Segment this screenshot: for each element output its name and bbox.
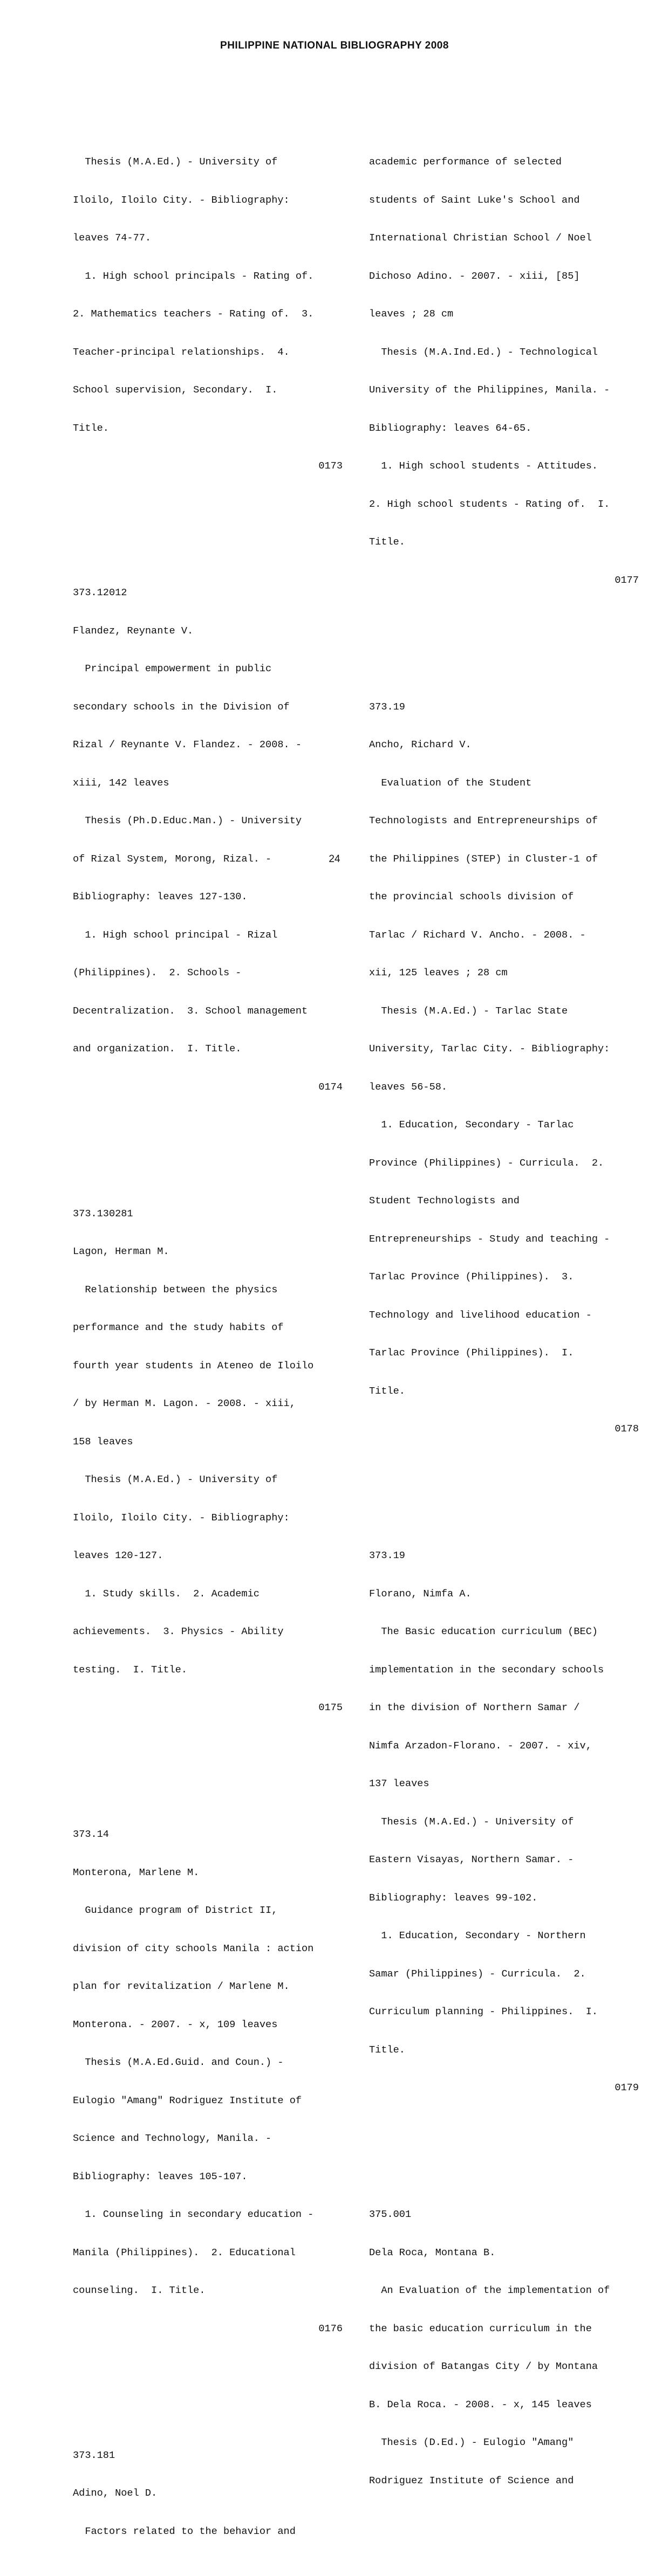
entry-line: leaves 74-77. bbox=[73, 232, 152, 244]
call-number: 373.14 bbox=[73, 1829, 109, 1840]
entry-line: the basic education curriculum in the bbox=[369, 2323, 592, 2334]
entry-line: performance and the study habits of bbox=[73, 1322, 284, 1333]
entry-line: Manila (Philippines). 2. Educational bbox=[73, 2247, 296, 2258]
bibliography-entry bbox=[73, 1803, 343, 2360]
entry-line: leaves 56-58. bbox=[369, 1081, 448, 1093]
call-number: 373.181 bbox=[73, 2449, 115, 2461]
entry-line: Thesis (M.A.Ind.Ed.) - Technological bbox=[369, 346, 598, 358]
entry-line: Tarlac / Richard V. Ancho. - 2008. - bbox=[369, 929, 586, 941]
entry-line: Evaluation of the Student bbox=[369, 777, 532, 789]
entry-line: plan for revitalization / Marlene M. bbox=[73, 1981, 290, 1992]
spacer bbox=[369, 637, 639, 650]
entry-line: of Rizal System, Morong, Rizal. - bbox=[73, 853, 272, 865]
bibliography-entry bbox=[369, 2183, 639, 2512]
entry-line: 1. Education, Secondary - Northern bbox=[369, 1930, 586, 1941]
entry-line: Province (Philippines) - Curricula. 2. bbox=[369, 1157, 604, 1169]
entry-line: Thesis (M.A.Ed.Guid. and Coun.) - bbox=[73, 2057, 284, 2068]
page-number: 24 bbox=[329, 853, 340, 865]
bibliography-entry bbox=[369, 676, 639, 1461]
entry-line: Thesis (M.A.Ed.) - University of bbox=[73, 1474, 278, 1485]
entry-line: leaves ; 28 cm bbox=[369, 308, 454, 320]
entry-line: implementation in the secondary schools bbox=[369, 1664, 604, 1676]
entry-number: 0178 bbox=[615, 1423, 639, 1435]
author: Monterona, Marlene M. bbox=[73, 1866, 200, 1878]
spacer bbox=[73, 1765, 343, 1778]
entry-line: Thesis (Ph.D.Educ.Man.) - University bbox=[73, 815, 302, 826]
entry-line: Student Technologists and bbox=[369, 1195, 520, 1207]
author: Adino, Noel D. bbox=[73, 2488, 158, 2499]
entry-line: Rodriguez Institute of Science and bbox=[369, 2475, 574, 2487]
entry-line: 2. Mathematics teachers - Rating of. 3. bbox=[73, 308, 314, 320]
entry-line: B. Dela Roca. - 2008. - x, 145 leaves bbox=[369, 2399, 592, 2410]
entry-line: 1. Education, Secondary - Tarlac bbox=[369, 1119, 574, 1131]
entry-line: Guidance program of District II, bbox=[73, 1905, 278, 1916]
entry-line: Tarlac Province (Philippines). I. bbox=[369, 1347, 574, 1359]
entry-line: and organization. I. Title. bbox=[73, 1043, 242, 1055]
entry-line: 1. High school students - Attitudes. bbox=[369, 460, 598, 472]
author: Flandez, Reynante V. bbox=[73, 625, 194, 637]
bibliography-entry bbox=[369, 1524, 639, 2120]
entry-line: University of the Philippines, Manila. - bbox=[369, 384, 610, 396]
entry-line: Science and Technology, Manila. - bbox=[73, 2133, 272, 2144]
right-column bbox=[369, 105, 639, 2525]
entry-line: 1. High school principal - Rizal bbox=[73, 929, 278, 941]
entry-number: 0173 bbox=[318, 460, 343, 472]
entry-line: testing. I. Title. bbox=[73, 1664, 188, 1676]
entry-line: Bibliography: leaves 99-102. bbox=[369, 1892, 538, 1904]
entry-line: Entrepreneurships - Study and teaching - bbox=[369, 1233, 610, 1245]
entry-line: Tarlac Province (Philippines). 3. bbox=[369, 1271, 574, 1283]
entry-line: Decentralization. 3. School management bbox=[73, 1005, 308, 1017]
entry-line: Title. bbox=[369, 2044, 405, 2056]
entry-line: Nimfa Arzadon-Florano. - 2007. - xiv, bbox=[369, 1740, 592, 1752]
bibliography-entry bbox=[369, 130, 639, 612]
entry-number: 0176 bbox=[318, 2323, 343, 2334]
entry-line: Eastern Visayas, Northern Samar. - bbox=[369, 1854, 574, 1865]
entry-line: Thesis (M.A.Ed.) - University of bbox=[73, 156, 278, 168]
entry-line: Thesis (M.A.Ed.) - Tarlac State bbox=[369, 1005, 568, 1017]
entry-line: division of Batangas City / by Montana bbox=[369, 2361, 598, 2372]
entry-number: 0177 bbox=[615, 574, 639, 586]
author: Dela Roca, Montana B. bbox=[369, 2247, 496, 2258]
left-column bbox=[73, 105, 343, 2576]
call-number: 375.001 bbox=[369, 2209, 412, 2220]
entry-line: Principal empowerment in public bbox=[73, 663, 272, 674]
entry-line: Rizal / Reynante V. Flandez. - 2008. - bbox=[73, 739, 302, 750]
call-number: 373.19 bbox=[369, 1550, 405, 1561]
entry-line: xiii, 142 leaves bbox=[73, 777, 169, 789]
entry-line: counseling. I. Title. bbox=[73, 2285, 206, 2296]
entry-line: Factors related to the behavior and bbox=[73, 2525, 296, 2537]
entry-line: Bibliography: leaves 64-65. bbox=[369, 422, 532, 434]
entry-line: Thesis (D.Ed.) - Eulogio "Amang" bbox=[369, 2437, 574, 2448]
entry-line: Bibliography: leaves 127-130. bbox=[73, 891, 248, 903]
spacer bbox=[73, 2386, 343, 2399]
entry-line: in the division of Northern Samar / bbox=[369, 1702, 580, 1713]
spacer bbox=[73, 524, 343, 536]
author: Ancho, Richard V. bbox=[369, 739, 472, 750]
entry-line: Eulogio "Amang" Rodriguez Institute of bbox=[73, 2095, 302, 2106]
entry-line: Iloilo, Iloilo City. - Bibliography: bbox=[73, 1512, 290, 1524]
entry-line: division of city schools Manila : action bbox=[73, 1943, 314, 1954]
call-number: 373.19 bbox=[369, 701, 405, 713]
entry-line: achievements. 3. Physics - Ability bbox=[73, 1626, 284, 1637]
entry-line: Technology and livelihood education - bbox=[369, 1309, 592, 1321]
call-number: 373.130281 bbox=[73, 1208, 133, 1220]
entry-line: Title. bbox=[73, 422, 109, 434]
entry-line: students of Saint Luke's School and bbox=[369, 194, 580, 206]
entry-line: Bibliography: leaves 105-107. bbox=[73, 2171, 248, 2182]
entry-line: University, Tarlac City. - Bibliography: bbox=[369, 1043, 610, 1055]
entry-number: 0179 bbox=[615, 2082, 639, 2093]
author: Florano, Nimfa A. bbox=[369, 1588, 472, 1600]
author: Lagon, Herman M. bbox=[73, 1246, 169, 1257]
entry-line: International Christian School / Noel bbox=[369, 232, 592, 244]
entry-line: Iloilo, Iloilo City. - Bibliography: bbox=[73, 194, 290, 206]
entry-line: Samar (Philippines) - Curricula. 2. bbox=[369, 1968, 586, 1980]
entry-line: the provincial schools division of bbox=[369, 891, 574, 903]
bibliography-entry bbox=[73, 130, 343, 498]
bibliography-entry bbox=[73, 2424, 343, 2564]
entry-line: 2. High school students - Rating of. I. bbox=[369, 498, 610, 510]
entry-line: 137 leaves bbox=[369, 1778, 429, 1789]
entry-number: 0175 bbox=[318, 1702, 343, 1713]
entry-line: xii, 125 leaves ; 28 cm bbox=[369, 967, 508, 979]
bibliography-entry bbox=[73, 561, 343, 1119]
entry-line: Monterona. - 2007. - x, 109 leaves bbox=[73, 2019, 278, 2030]
entry-line: 158 leaves bbox=[73, 1436, 133, 1448]
call-number: 373.12012 bbox=[73, 587, 127, 598]
entry-line: leaves 120-127. bbox=[73, 1550, 163, 1561]
entry-line: 1. High school principals - Rating of. bbox=[73, 270, 314, 282]
entry-number: 0174 bbox=[318, 1081, 343, 1093]
entry-line: School supervision, Secondary. I. bbox=[73, 384, 278, 396]
entry-line: secondary schools in the Division of bbox=[73, 701, 290, 713]
entry-line: Curriculum planning - Philippines. I. bbox=[369, 2006, 598, 2017]
spacer bbox=[369, 2145, 639, 2158]
entry-line: Title. bbox=[369, 1385, 405, 1397]
entry-line: Relationship between the physics bbox=[73, 1284, 278, 1296]
bibliography-entry bbox=[73, 1182, 343, 1740]
entry-line: Thesis (M.A.Ed.) - University of bbox=[369, 1816, 574, 1828]
page-header: PHILIPPINE NATIONAL BIBLIOGRAPHY 2008 bbox=[220, 40, 449, 51]
entry-line: (Philippines). 2. Schools - bbox=[73, 967, 242, 979]
entry-line: Title. bbox=[369, 536, 405, 548]
entry-line: fourth year students in Ateneo de Iloilo bbox=[73, 1360, 314, 1372]
spacer bbox=[73, 1144, 343, 1157]
entry-line: 1. Counseling in secondary education - bbox=[73, 2209, 314, 2220]
entry-line: Dichoso Adino. - 2007. - xiii, [85] bbox=[369, 270, 580, 282]
entry-line: An Evaluation of the implementation of bbox=[369, 2285, 610, 2296]
entry-line: Teacher-principal relationships. 4. bbox=[73, 346, 290, 358]
spacer bbox=[369, 1486, 639, 1499]
entry-line: the Philippines (STEP) in Cluster-1 of bbox=[369, 853, 598, 865]
entry-line: 1. Study skills. 2. Academic bbox=[73, 1588, 260, 1600]
entry-line: / by Herman M. Lagon. - 2008. - xiii, bbox=[73, 1398, 296, 1409]
entry-line: The Basic education curriculum (BEC) bbox=[369, 1626, 598, 1637]
entry-line: Technologists and Entrepreneurships of bbox=[369, 815, 598, 826]
entry-line: academic performance of selected bbox=[369, 156, 562, 168]
